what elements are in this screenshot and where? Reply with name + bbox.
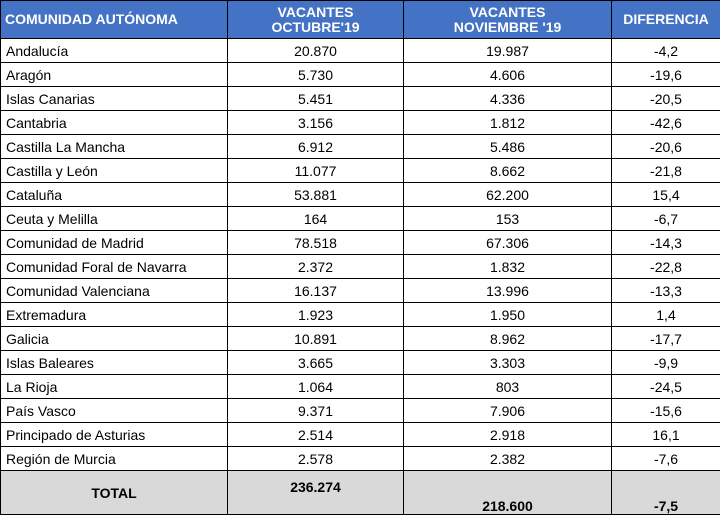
difference-cell: -4,2 bbox=[612, 39, 720, 63]
october-cell: 53.881 bbox=[228, 183, 404, 207]
community-cell: Galicia bbox=[1, 327, 228, 351]
total-october: 236.274 bbox=[228, 471, 404, 515]
difference-cell: 15,4 bbox=[612, 183, 720, 207]
difference-cell: -21,8 bbox=[612, 159, 720, 183]
october-cell: 78.518 bbox=[228, 231, 404, 255]
community-cell: Castilla La Mancha bbox=[1, 135, 228, 159]
community-cell: País Vasco bbox=[1, 399, 228, 423]
november-cell: 1.950 bbox=[404, 303, 612, 327]
october-cell: 1.923 bbox=[228, 303, 404, 327]
november-cell: 8.962 bbox=[404, 327, 612, 351]
community-cell: Aragón bbox=[1, 63, 228, 87]
october-cell: 9.371 bbox=[228, 399, 404, 423]
community-cell: Islas Baleares bbox=[1, 351, 228, 375]
community-cell: La Rioja bbox=[1, 375, 228, 399]
difference-cell: -9,9 bbox=[612, 351, 720, 375]
difference-cell: -14,3 bbox=[612, 231, 720, 255]
november-cell: 803 bbox=[404, 375, 612, 399]
november-cell: 4.336 bbox=[404, 87, 612, 111]
table-body bbox=[1, 39, 720, 471]
october-cell: 20.870 bbox=[228, 39, 404, 63]
community-cell: Castilla y León bbox=[1, 159, 228, 183]
difference-cell: -22,8 bbox=[612, 255, 720, 279]
community-cell: Andalucía bbox=[1, 39, 228, 63]
community-cell: Región de Murcia bbox=[1, 447, 228, 471]
october-cell: 164 bbox=[228, 207, 404, 231]
community-cell: Comunidad Valenciana bbox=[1, 279, 228, 303]
november-cell: 2.382 bbox=[404, 447, 612, 471]
header-community: COMUNIDAD AUTÓNOMA bbox=[1, 1, 228, 39]
november-cell: 13.996 bbox=[404, 279, 612, 303]
november-cell: 62.200 bbox=[404, 183, 612, 207]
community-cell: Cantabria bbox=[1, 111, 228, 135]
november-cell: 1.812 bbox=[404, 111, 612, 135]
header-october-line2: OCTUBRE'19 bbox=[271, 18, 360, 35]
difference-cell: -42,6 bbox=[612, 111, 720, 135]
difference-cell: -20,5 bbox=[612, 87, 720, 111]
table-row bbox=[1, 159, 720, 183]
november-cell: 1.832 bbox=[404, 255, 612, 279]
total-label: TOTAL bbox=[1, 471, 228, 515]
october-cell: 2.372 bbox=[228, 255, 404, 279]
october-cell: 1.064 bbox=[228, 375, 404, 399]
table-row bbox=[1, 303, 720, 327]
community-cell: Comunidad Foral de Navarra bbox=[1, 255, 228, 279]
difference-cell: -13,3 bbox=[612, 279, 720, 303]
header-row bbox=[1, 1, 720, 39]
community-cell: Ceuta y Melilla bbox=[1, 207, 228, 231]
total-row bbox=[1, 471, 720, 515]
table-row bbox=[1, 111, 720, 135]
difference-cell: -7,6 bbox=[612, 447, 720, 471]
november-cell: 3.303 bbox=[404, 351, 612, 375]
header-october-line1: VACANTES bbox=[277, 3, 354, 20]
november-cell: 7.906 bbox=[404, 399, 612, 423]
header-november bbox=[404, 1, 612, 39]
october-cell: 3.156 bbox=[228, 111, 404, 135]
table-row bbox=[1, 87, 720, 111]
november-cell: 2.918 bbox=[404, 423, 612, 447]
october-cell: 6.912 bbox=[228, 135, 404, 159]
table-row bbox=[1, 375, 720, 399]
table-row bbox=[1, 447, 720, 471]
header-november-line2: NOVIEMBRE '19 bbox=[453, 18, 562, 35]
difference-cell: 16,1 bbox=[612, 423, 720, 447]
november-cell: 4.606 bbox=[404, 63, 612, 87]
october-cell: 2.514 bbox=[228, 423, 404, 447]
october-cell: 5.451 bbox=[228, 87, 404, 111]
total-november: 218.600 bbox=[404, 471, 612, 515]
header-difference: DIFERENCIA bbox=[612, 1, 720, 39]
november-cell: 19.987 bbox=[404, 39, 612, 63]
november-cell: 153 bbox=[404, 207, 612, 231]
difference-cell: -20,6 bbox=[612, 135, 720, 159]
table-row bbox=[1, 39, 720, 63]
difference-cell: -6,7 bbox=[612, 207, 720, 231]
difference-cell: -19,6 bbox=[612, 63, 720, 87]
community-cell: Comunidad de Madrid bbox=[1, 231, 228, 255]
table-row bbox=[1, 351, 720, 375]
table-row bbox=[1, 399, 720, 423]
difference-cell: 1,4 bbox=[612, 303, 720, 327]
table-row bbox=[1, 207, 720, 231]
table-row bbox=[1, 279, 720, 303]
october-cell: 3.665 bbox=[228, 351, 404, 375]
table-row bbox=[1, 255, 720, 279]
community-cell: Cataluña bbox=[1, 183, 228, 207]
community-cell: Principado de Asturias bbox=[1, 423, 228, 447]
table-row bbox=[1, 183, 720, 207]
difference-cell: -24,5 bbox=[612, 375, 720, 399]
november-cell: 5.486 bbox=[404, 135, 612, 159]
october-cell: 16.137 bbox=[228, 279, 404, 303]
table-row bbox=[1, 135, 720, 159]
table-row bbox=[1, 327, 720, 351]
october-cell: 2.578 bbox=[228, 447, 404, 471]
total-difference: -7,5 bbox=[612, 471, 720, 515]
november-cell: 67.306 bbox=[404, 231, 612, 255]
october-cell: 11.077 bbox=[228, 159, 404, 183]
community-cell: Extremadura bbox=[1, 303, 228, 327]
header-november-line1: VACANTES bbox=[469, 3, 546, 20]
table-row bbox=[1, 423, 720, 447]
table-row bbox=[1, 231, 720, 255]
community-cell: Islas Canarias bbox=[1, 87, 228, 111]
table-row bbox=[1, 63, 720, 87]
october-cell: 5.730 bbox=[228, 63, 404, 87]
november-cell: 8.662 bbox=[404, 159, 612, 183]
october-cell: 10.891 bbox=[228, 327, 404, 351]
difference-cell: -17,7 bbox=[612, 327, 720, 351]
header-october bbox=[228, 1, 404, 39]
difference-cell: -15,6 bbox=[612, 399, 720, 423]
